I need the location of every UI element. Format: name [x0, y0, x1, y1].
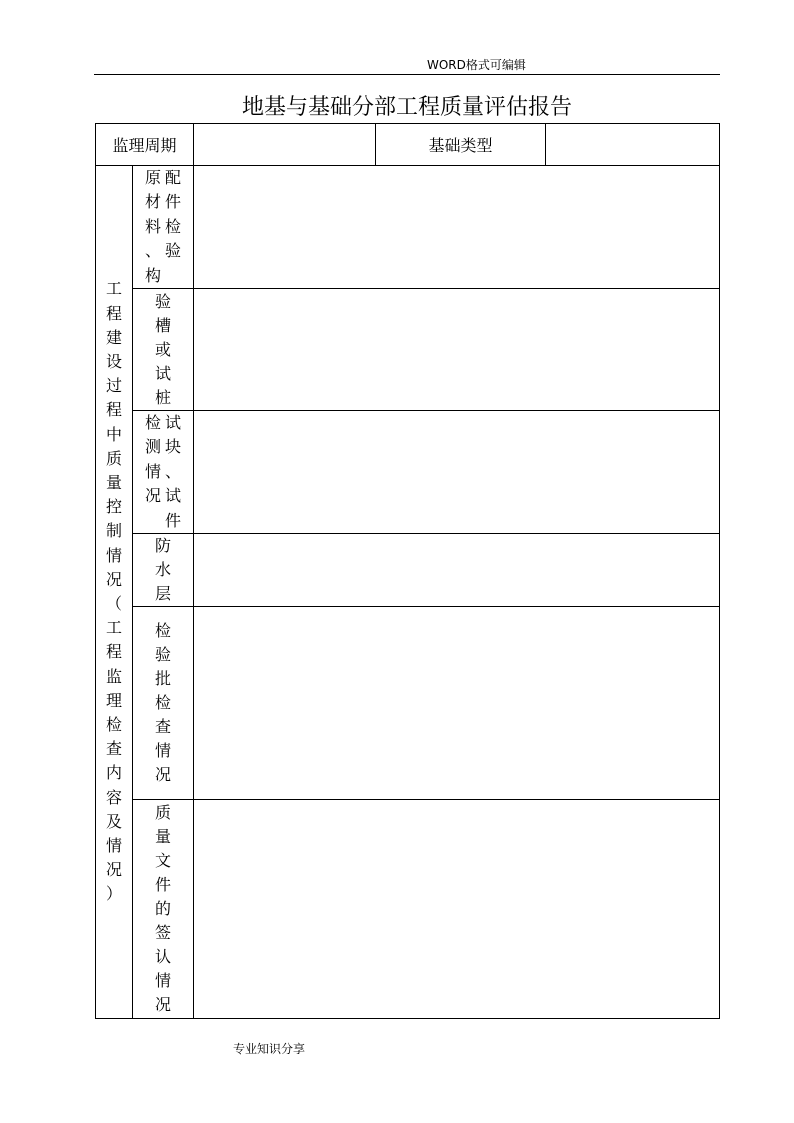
- item-content-test-blocks[interactable]: [194, 411, 720, 534]
- section-label-char: 工: [105, 618, 122, 638]
- section-label-char: 过: [105, 376, 122, 396]
- item-content-quality-docs[interactable]: [194, 800, 720, 1019]
- item-label-test-blocks: 检 试 测 块 情 、 况 试 件: [133, 411, 194, 534]
- supervision-period-value[interactable]: [194, 124, 376, 166]
- section-label-char: 中: [105, 424, 122, 444]
- section-label-char: 程: [105, 303, 122, 323]
- item-content-waterproofing[interactable]: [194, 534, 720, 607]
- item-content-trench-pile[interactable]: [194, 289, 720, 411]
- item-label-trench-pile: 验 槽 或 试 桩: [133, 289, 194, 411]
- item-label-waterproofing: 防 水 层: [133, 534, 194, 607]
- section-label-char: 检: [105, 715, 122, 735]
- table-row: [96, 124, 720, 166]
- section-label-char: 及: [105, 811, 122, 831]
- section-label-char: 控: [105, 497, 122, 517]
- table-row: [96, 607, 720, 800]
- table-row: [96, 534, 720, 607]
- table-row: [96, 289, 720, 411]
- table-row: [96, 411, 720, 534]
- section-label-char: 情: [105, 836, 122, 856]
- section-label-char: 制: [105, 521, 122, 541]
- section-label-char: 内: [105, 763, 122, 783]
- table-row: [96, 800, 720, 1019]
- table-row: [96, 166, 720, 289]
- item-content-batch-inspection[interactable]: [194, 607, 720, 800]
- section-label-char: 设: [105, 352, 122, 371]
- section-label-char: 建: [105, 327, 122, 347]
- section-label-char: 量: [105, 473, 122, 493]
- foundation-type-value[interactable]: [546, 124, 720, 166]
- evaluation-form-table: [95, 123, 720, 1019]
- section-label-char: 查: [105, 739, 122, 759]
- item-content-materials[interactable]: [194, 166, 720, 289]
- section-label-char: 况: [105, 860, 122, 880]
- section-label-char: 况: [105, 569, 122, 589]
- section-label-char: 容: [105, 787, 122, 807]
- page-footer-text: 专业知识分享: [233, 1042, 306, 1056]
- section-label-char: ）: [105, 884, 122, 904]
- section-label-char: 监: [105, 666, 122, 686]
- section-label-char: 质: [105, 448, 122, 468]
- section-label-char: 理: [105, 690, 122, 710]
- item-label-quality-docs: 质 量 文 件 的 签 认 情 况: [133, 800, 194, 1019]
- item-label-materials: [133, 166, 194, 289]
- quality-control-section-label: [96, 166, 133, 1019]
- page-header-text: WORD格式可编辑: [427, 58, 526, 72]
- section-label-char: （: [105, 594, 122, 614]
- section-label-char: 程: [105, 642, 122, 662]
- page-title: 地基与基础分部工程质量评估报告: [241, 95, 572, 120]
- section-label-char: 程: [105, 400, 122, 420]
- foundation-type-label: 基础类型: [376, 124, 546, 166]
- header-rule: [94, 74, 720, 75]
- section-label-char: 工: [105, 279, 122, 299]
- section-label-char: 情: [105, 545, 122, 565]
- item-label-batch-inspection: 检 验 批 检 查 情 况: [133, 607, 194, 800]
- supervision-period-label: 监理周期: [96, 124, 194, 166]
- item-label-chars: 原 配 材 件 料 检 、 验 构: [144, 168, 182, 285]
